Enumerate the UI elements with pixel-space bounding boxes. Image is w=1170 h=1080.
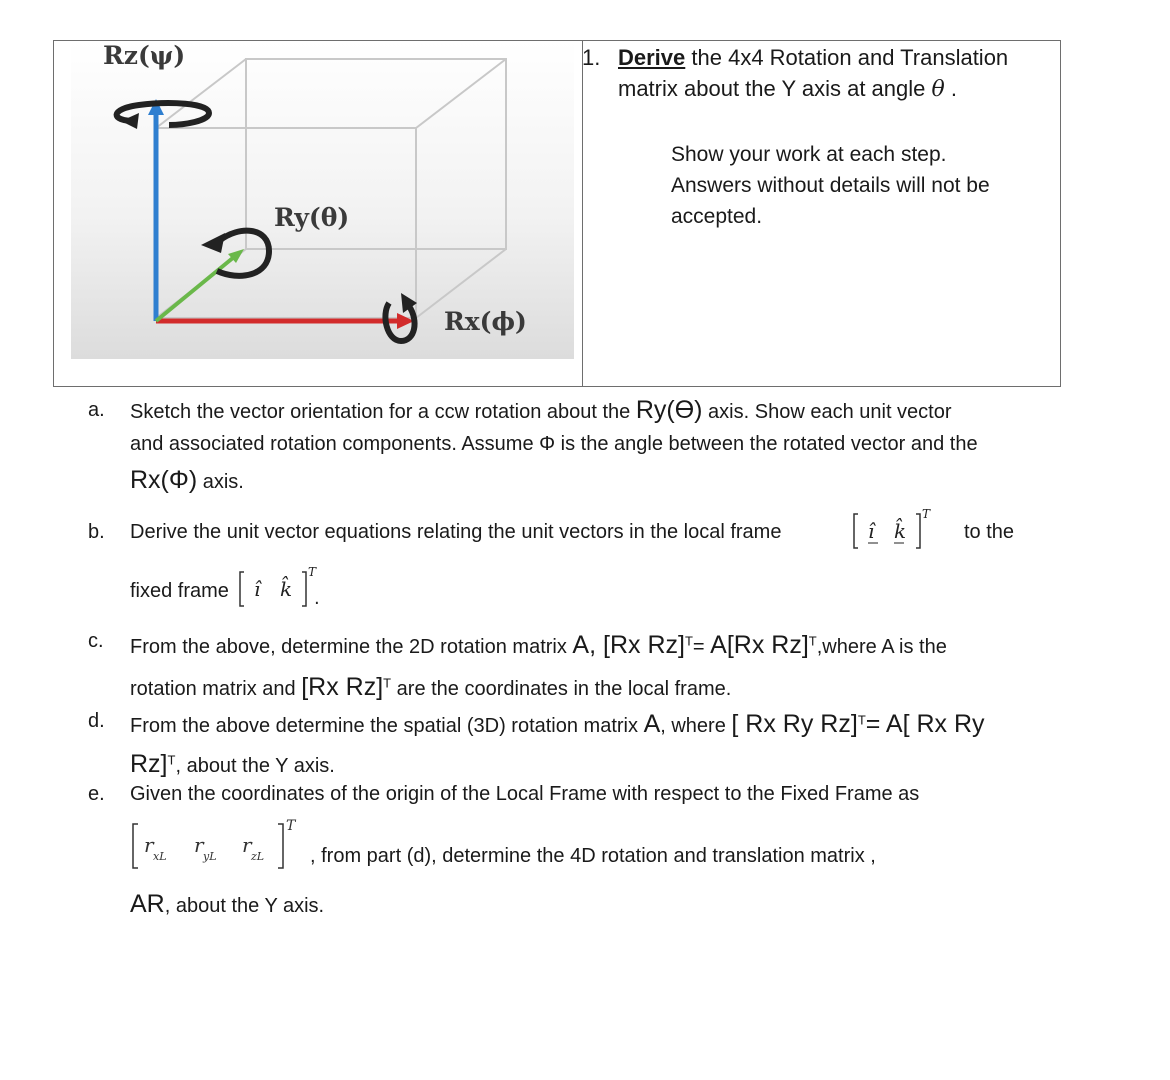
r-y-sub: yL (203, 850, 217, 863)
transpose-3: T (383, 675, 392, 691)
transpose-d1: T (857, 712, 866, 728)
rx-term: Rx(Φ) (130, 466, 198, 494)
item-e-letter: e. (88, 783, 105, 805)
local-T: T (922, 508, 931, 521)
rx-ry-rz-vector: [ Rx Ry Rz] (731, 710, 858, 738)
work-note (671, 139, 1061, 232)
item-a-line1: Sketch the vector orientation for a ccw rotation about the (130, 401, 636, 423)
fixed-end: . (314, 588, 320, 609)
local-i-hat: î (868, 519, 875, 543)
rotation-figure (69, 41, 574, 359)
transpose-2: T (808, 633, 817, 649)
item-e-line3: , about the Y axis. (164, 895, 325, 917)
rx-rz-vector-3: [Rx Rz] (301, 673, 384, 701)
item-b-line1: Derive the unit vector equations relating the unit vectors in the local frame (130, 521, 782, 543)
local-frame-vector (852, 508, 932, 562)
origin-vector (130, 818, 310, 884)
item-d-where: , where (660, 715, 732, 737)
r-z: r (242, 833, 252, 857)
item-d-letter: d. (88, 710, 105, 732)
fixed-frame-vector (238, 566, 328, 620)
rz-close: Rz] (130, 750, 168, 778)
rx-rz-vector-2: [Rx Rz] (726, 631, 809, 659)
note-line3: accepted. (671, 205, 763, 228)
r-z-sub: zL (251, 850, 265, 863)
ry-term: Ry(Ө) (635, 396, 703, 424)
item-c-letter: c. (88, 630, 104, 652)
item-b-line1-end: to the (964, 521, 1015, 543)
matrix-ar: AR (130, 890, 165, 918)
transpose-d2: T (167, 752, 176, 768)
item-c-line2: rotation matrix and (130, 678, 302, 700)
item-a-line2: and associated rotation components. Assume Φ is the angle between the rotated vector and the (130, 433, 978, 455)
box-divider (582, 41, 583, 386)
matrix-a-symbol-2: A (710, 631, 727, 659)
matrix-a-3d: A (643, 710, 661, 738)
equals-sign: = (692, 636, 711, 658)
item-c-line1-end: ,where A is the (816, 636, 947, 658)
question-line1: the 4x4 Rotation and Translation (685, 45, 1009, 70)
note-line2: Answers without details will not be (671, 174, 990, 197)
derive-word: Derive (618, 45, 686, 70)
item-b-letter: b. (88, 521, 105, 543)
r-y: r (194, 833, 204, 857)
note-line1: Show your work at each step. (671, 143, 947, 166)
item-d-equation: = A[ Rx Ry (865, 710, 985, 738)
fixed-k-hat: k̂ (280, 577, 293, 601)
item-c-line2-end: are the coordinates in the local frame. (391, 678, 732, 700)
rx-rz-vector-1: [Rx Rz] (596, 631, 685, 659)
theta-symbol: θ (931, 77, 945, 102)
question-end: . (944, 76, 957, 101)
item-e-line1: Given the coordinates of the origin of the Local Frame with respect to the Fixed Frame as (130, 783, 920, 805)
ry-label: Ry(θ) (274, 203, 350, 232)
rz-label: Rz(ψ) (103, 41, 186, 70)
item-a-line1-end: axis. Show each unit vector (702, 401, 952, 423)
item-c-line1: From the above, determine the 2D rotation matrix (130, 636, 573, 658)
item-b-line2: fixed frame (130, 580, 229, 602)
local-k-hat: k̂ (894, 519, 907, 543)
item-d-line1: From the above determine the spatial (3D) rotation matrix (130, 715, 644, 737)
fixed-T: T (308, 566, 317, 579)
origin-T: T (286, 818, 296, 834)
question-number: 1. (582, 45, 601, 70)
r-x-sub: xL (153, 850, 167, 863)
r-x: r (144, 833, 154, 857)
fixed-i-hat: î (254, 577, 261, 601)
item-e-line2: , from part (d), determine the 4D rotation and translation matrix , (310, 845, 876, 867)
transpose-1: T (684, 633, 693, 649)
question-body (618, 42, 1063, 105)
item-d-line2-end: , about the Y axis. (175, 755, 335, 777)
rx-label: Rx(ϕ) (444, 307, 527, 336)
item-a-letter: a. (88, 399, 105, 421)
matrix-a-symbol: A, (572, 631, 597, 659)
item-a-line3-end: axis. (197, 471, 244, 493)
question-line2: matrix about the Y axis at angle (618, 76, 932, 101)
